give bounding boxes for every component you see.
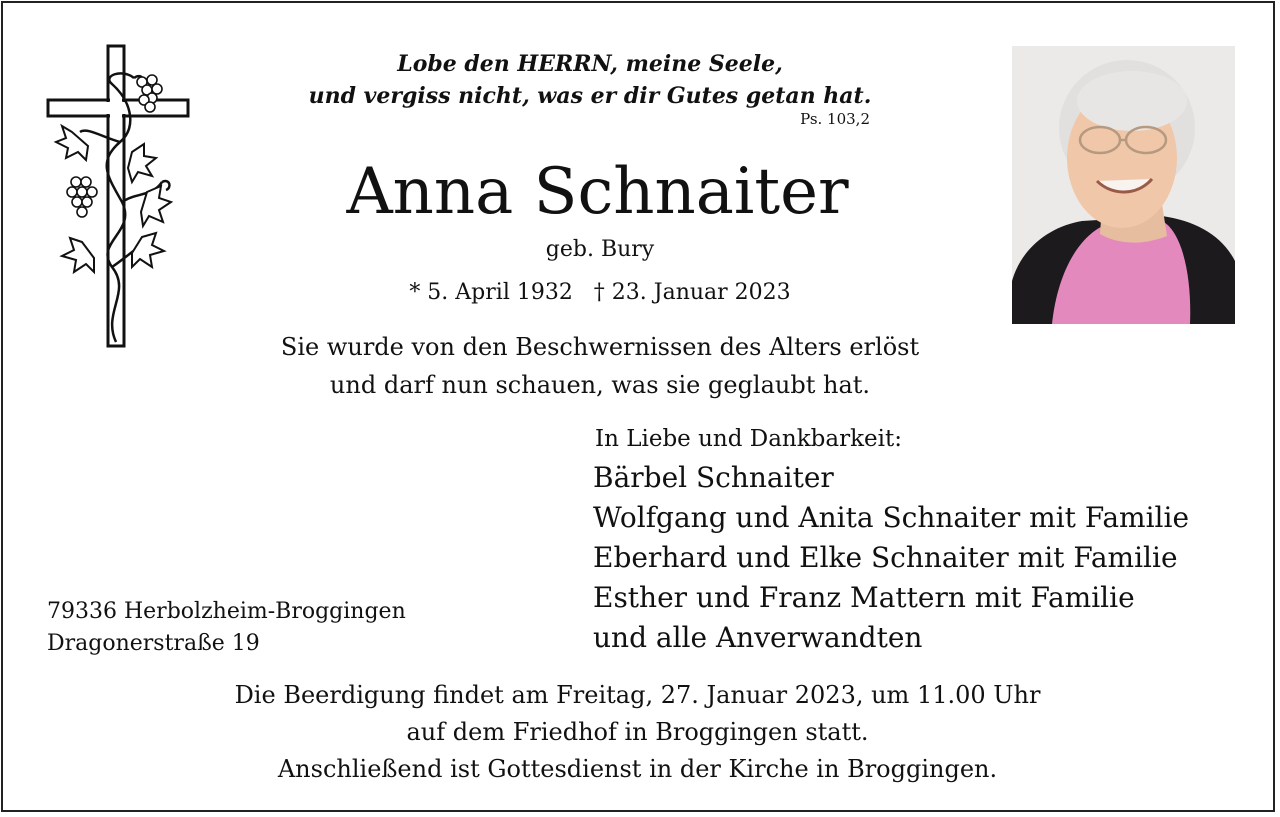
epitaph-line: Sie wurde von den Beschwernissen des Alters erlöst [280,333,920,361]
mourner-name: Bärbel Schnaiter [593,461,834,494]
epitaph [200,328,1000,404]
family-address [47,596,406,660]
portrait-photo [1012,46,1235,324]
mourner-name: und alle Anverwandten [593,621,923,654]
mourners-list [593,458,1189,658]
funeral-info [100,677,1175,788]
verse-reference: Ps. 103,2 [800,110,870,128]
mourners-heading: In Liebe und Dankbarkeit: [595,426,902,452]
mourner-name: Esther und Franz Mattern mit Familie [593,581,1135,614]
verse-line: Lobe den HERRN, meine Seele, [397,51,783,77]
funeral-line: Anschließend ist Gottesdienst in der Kirche in Broggingen. [277,755,998,783]
deceased-name: Anna Schnaiter [346,155,849,229]
address-line: 79336 Herbolzheim-Broggingen [47,599,406,624]
bible-verse [300,48,880,112]
cross-with-grapevine-icon [42,42,192,350]
epitaph-line: und darf nun schauen, was sie geglaubt hat. [329,371,871,399]
mourner-name: Eberhard und Elke Schnaiter mit Familie [593,541,1178,574]
funeral-line: auf dem Friedhof in Broggingen statt. [406,718,869,746]
address-line: Dragonerstraße 19 [47,631,260,656]
life-dates: * 5. April 1932 † 23. Januar 2023 [409,280,791,305]
funeral-line: Die Beerdigung findet am Freitag, 27. Januar 2023, um 11.00 Uhr [234,681,1041,709]
verse-line: und vergiss nicht, was er dir Gutes getan hat. [308,83,872,109]
mourner-name: Wolfgang und Anita Schnaiter mit Familie [593,501,1190,534]
maiden-name: geb. Bury [545,237,655,262]
